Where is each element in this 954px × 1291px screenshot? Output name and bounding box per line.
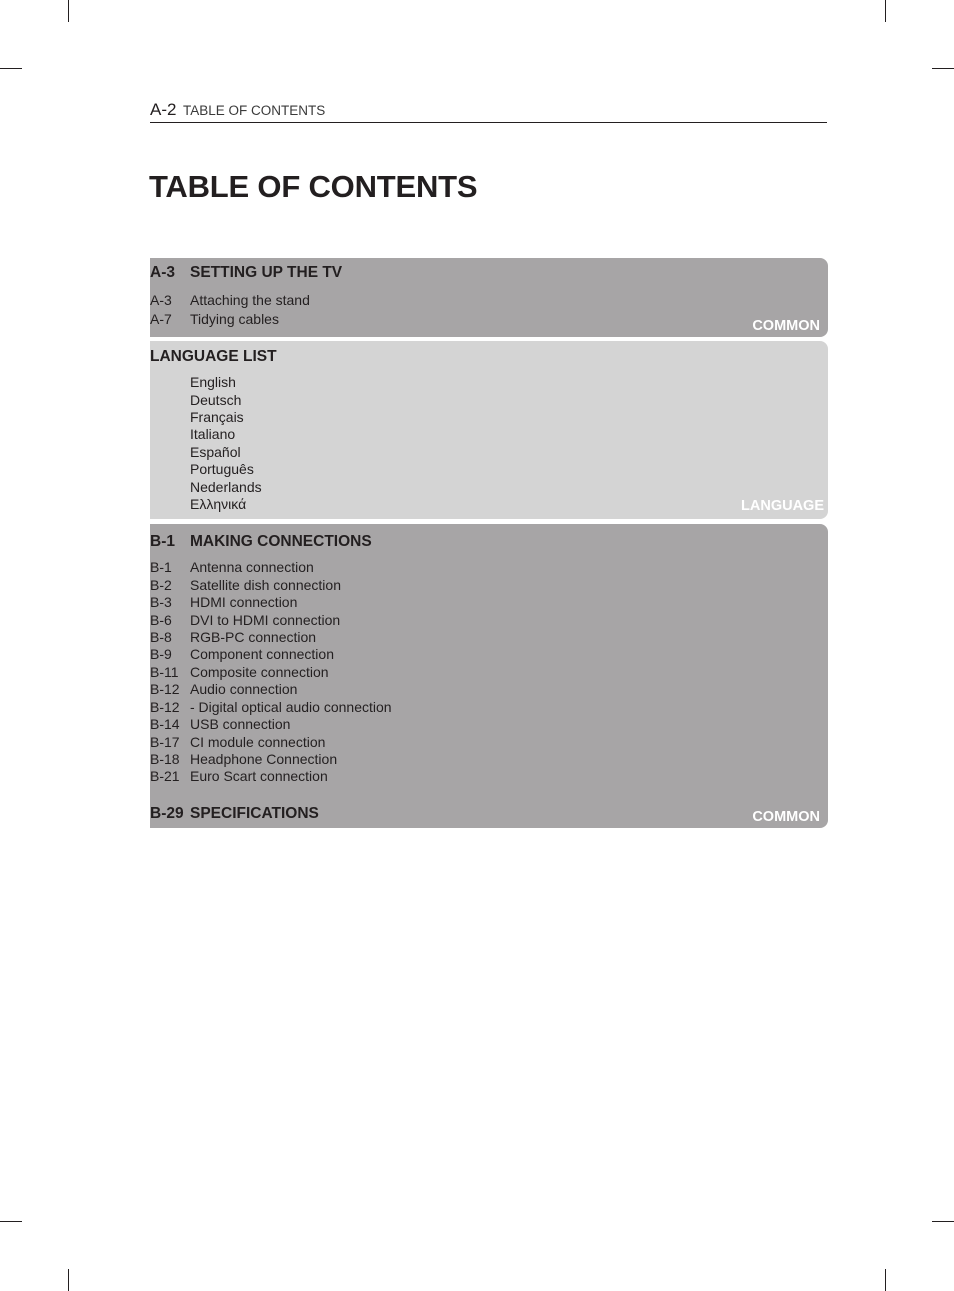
toc-entry-label: DVI to HDMI connection — [190, 612, 341, 628]
toc-page-ref: B-6 — [150, 612, 172, 628]
running-header — [150, 100, 827, 123]
toc-page-ref: B-1 — [150, 559, 172, 575]
toc-page-ref: B-29 — [150, 805, 184, 822]
toc-heading-label: MAKING CONNECTIONS — [190, 533, 372, 550]
toc-page-ref: B-9 — [150, 646, 172, 662]
toc-page-ref: B-14 — [150, 716, 180, 732]
language-label: Nederlands — [190, 479, 262, 495]
toc-entry-label: Headphone Connection — [190, 751, 338, 767]
toc-entry-label: Tidying cables — [190, 311, 279, 327]
crop-mark — [0, 68, 22, 69]
language-label: Français — [190, 409, 244, 425]
toc-entry-label: Attaching the stand — [190, 292, 310, 308]
crop-mark — [68, 0, 69, 22]
crop-mark — [932, 1221, 954, 1222]
language-label: English — [190, 374, 236, 390]
toc-page-ref: B-12 — [150, 681, 180, 697]
toc-heading-label: LANGUAGE LIST — [150, 348, 277, 365]
toc-entry-label: Antenna connection — [190, 559, 314, 575]
toc-page-ref: B-17 — [150, 734, 180, 750]
toc-entry-label: Euro Scart connection — [190, 768, 328, 784]
section-tag: LANGUAGE — [741, 498, 824, 514]
toc-entry-label: HDMI connection — [190, 594, 298, 610]
toc-page-ref: A-3 — [150, 264, 175, 281]
toc-entry-label: Composite connection — [190, 664, 329, 680]
toc-page-ref: B-3 — [150, 594, 172, 610]
toc-page-ref: B-1 — [150, 533, 175, 550]
toc-entry-label: RGB-PC connection — [190, 629, 317, 645]
toc-entry-label: - Digital optical audio connection — [190, 699, 392, 715]
toc-page-ref: B-2 — [150, 577, 172, 593]
language-label: Ελληνικά — [190, 496, 247, 512]
toc-section-setup — [150, 258, 828, 337]
language-label: Deutsch — [190, 392, 242, 408]
crop-mark — [0, 1221, 22, 1222]
page-number: A-2 — [150, 100, 177, 119]
toc-heading-label: SETTING UP THE TV — [190, 264, 343, 281]
toc-entry-label: CI module connection — [190, 734, 326, 750]
crop-mark — [932, 68, 954, 69]
toc-entry-label: Audio connection — [190, 681, 298, 697]
toc-section-connections — [150, 524, 828, 828]
toc-page-ref: B-18 — [150, 751, 180, 767]
section-tag: COMMON — [752, 318, 820, 334]
toc-page-ref: B-12 — [150, 699, 180, 715]
toc-page-ref: A-7 — [150, 311, 172, 327]
toc-entry-label: Component connection — [190, 646, 334, 662]
toc-page-ref: B-11 — [150, 664, 179, 680]
toc-page-ref: A-3 — [150, 292, 172, 308]
toc-section-language — [150, 341, 828, 519]
toc-entry-label: USB connection — [190, 716, 291, 732]
crop-mark — [885, 1269, 886, 1291]
toc-page-ref: B-8 — [150, 629, 172, 645]
page-title: TABLE OF CONTENTS — [149, 169, 478, 204]
section-tag: COMMON — [752, 809, 820, 825]
toc-heading-label: SPECIFICATIONS — [190, 805, 319, 822]
language-label: Español — [190, 444, 241, 460]
language-label: Português — [190, 461, 254, 477]
crop-mark — [68, 1269, 69, 1291]
toc-entry-label: Satellite dish connection — [190, 577, 341, 593]
running-header-title: TABLE OF CONTENTS — [183, 103, 326, 118]
toc-page-ref: B-21 — [150, 768, 180, 784]
language-label: Italiano — [190, 426, 236, 442]
crop-mark — [885, 0, 886, 22]
